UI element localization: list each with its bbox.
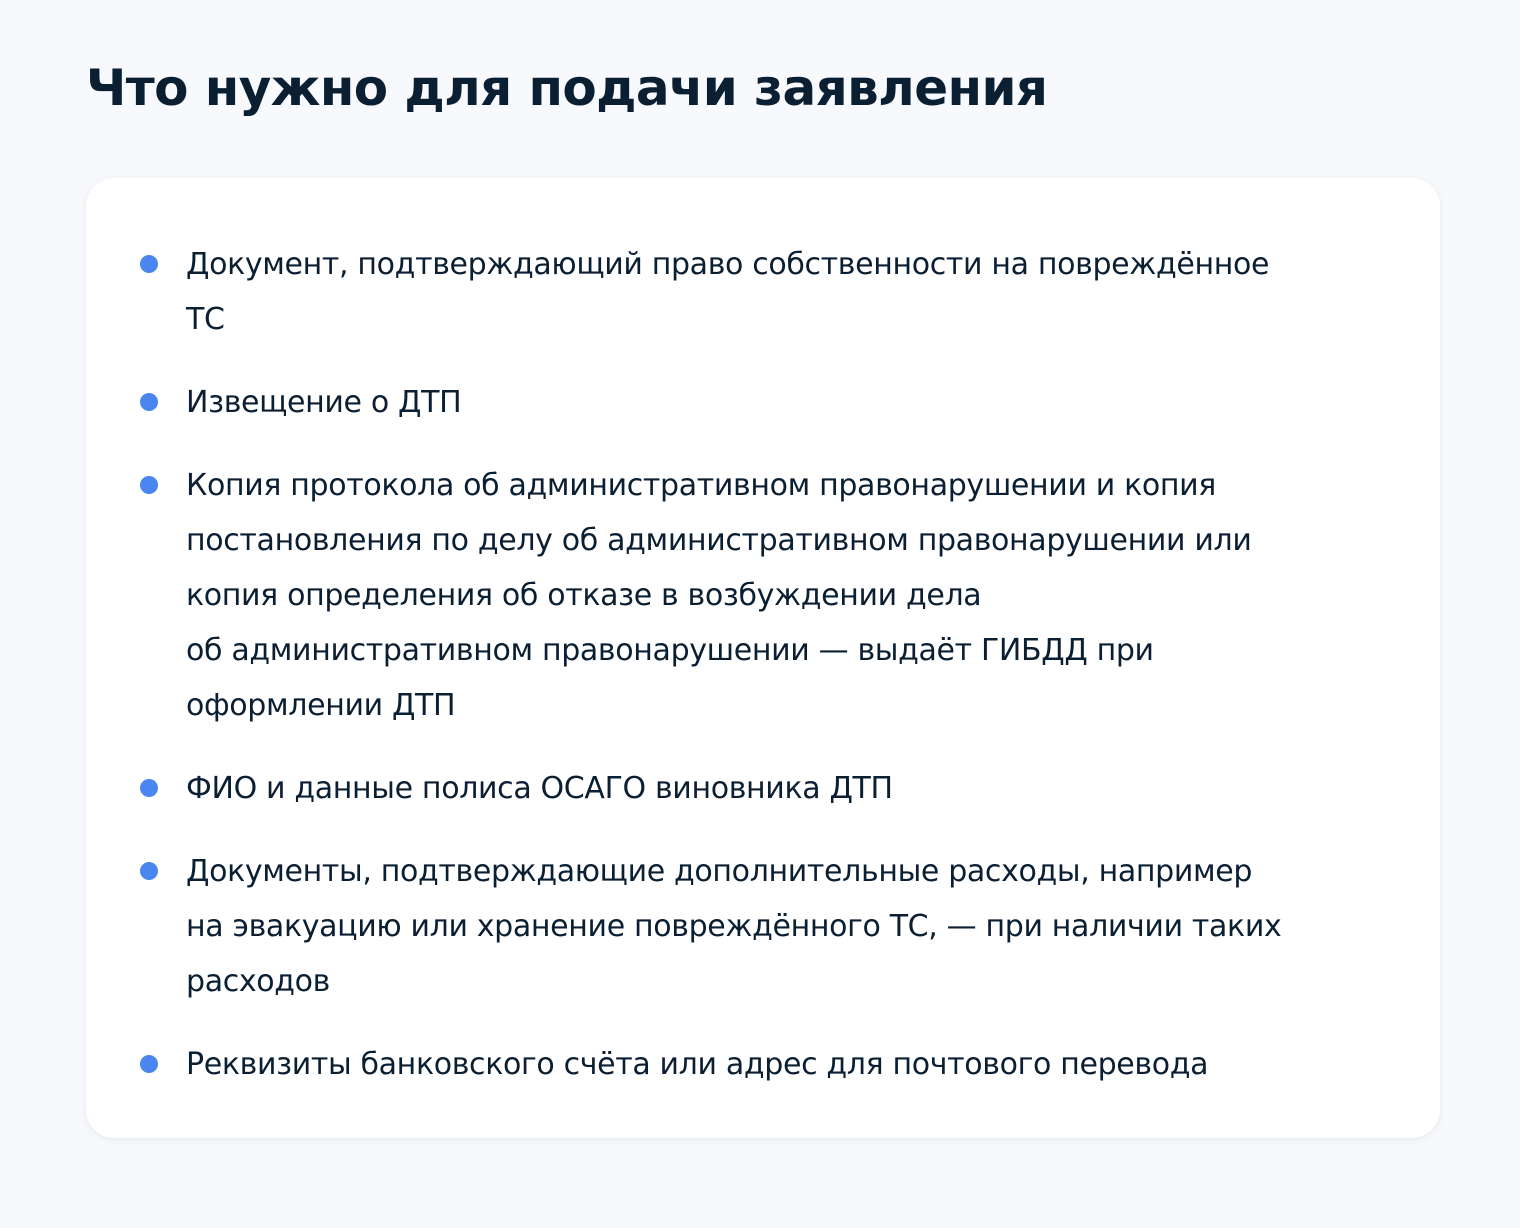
bullet-icon bbox=[140, 393, 158, 411]
list-item-text: ФИО и данные полиса ОСАГО виновника ДТП bbox=[186, 771, 893, 806]
list-item-text: Копия протокола об административном правонарушении и копия постановления по делу об административном правонарушении или копия определения об отказе в возбуждении дела об административном правонарушении — выдаёт ГИБДД при оформлении ДТП bbox=[186, 468, 1252, 723]
requirements-card bbox=[86, 178, 1440, 1138]
list-item bbox=[140, 761, 1380, 816]
bullet-icon bbox=[140, 1055, 158, 1073]
bullet-icon bbox=[140, 476, 158, 494]
bullet-icon bbox=[140, 779, 158, 797]
bullet-icon bbox=[140, 862, 158, 880]
page-title: Что нужно для подачи заявления bbox=[86, 59, 1048, 117]
list-item-text: Извещение о ДТП bbox=[186, 385, 462, 420]
requirements-list bbox=[140, 237, 1380, 1092]
list-item-text: Реквизиты банковского счёта или адрес для почтового перевода bbox=[186, 1047, 1209, 1082]
list-item bbox=[140, 458, 1380, 733]
list-item bbox=[140, 237, 1380, 347]
bullet-icon bbox=[140, 255, 158, 273]
list-item bbox=[140, 1037, 1380, 1092]
list-item bbox=[140, 844, 1380, 1009]
list-item-text: Документ, подтверждающий право собственности на повреждённое ТС bbox=[186, 247, 1270, 337]
list-item-text: Документы, подтверждающие дополнительные расходы, например на эвакуацию или хранение повреждённого ТС, — при наличии таких расходов bbox=[186, 854, 1282, 999]
list-item bbox=[140, 375, 1380, 430]
